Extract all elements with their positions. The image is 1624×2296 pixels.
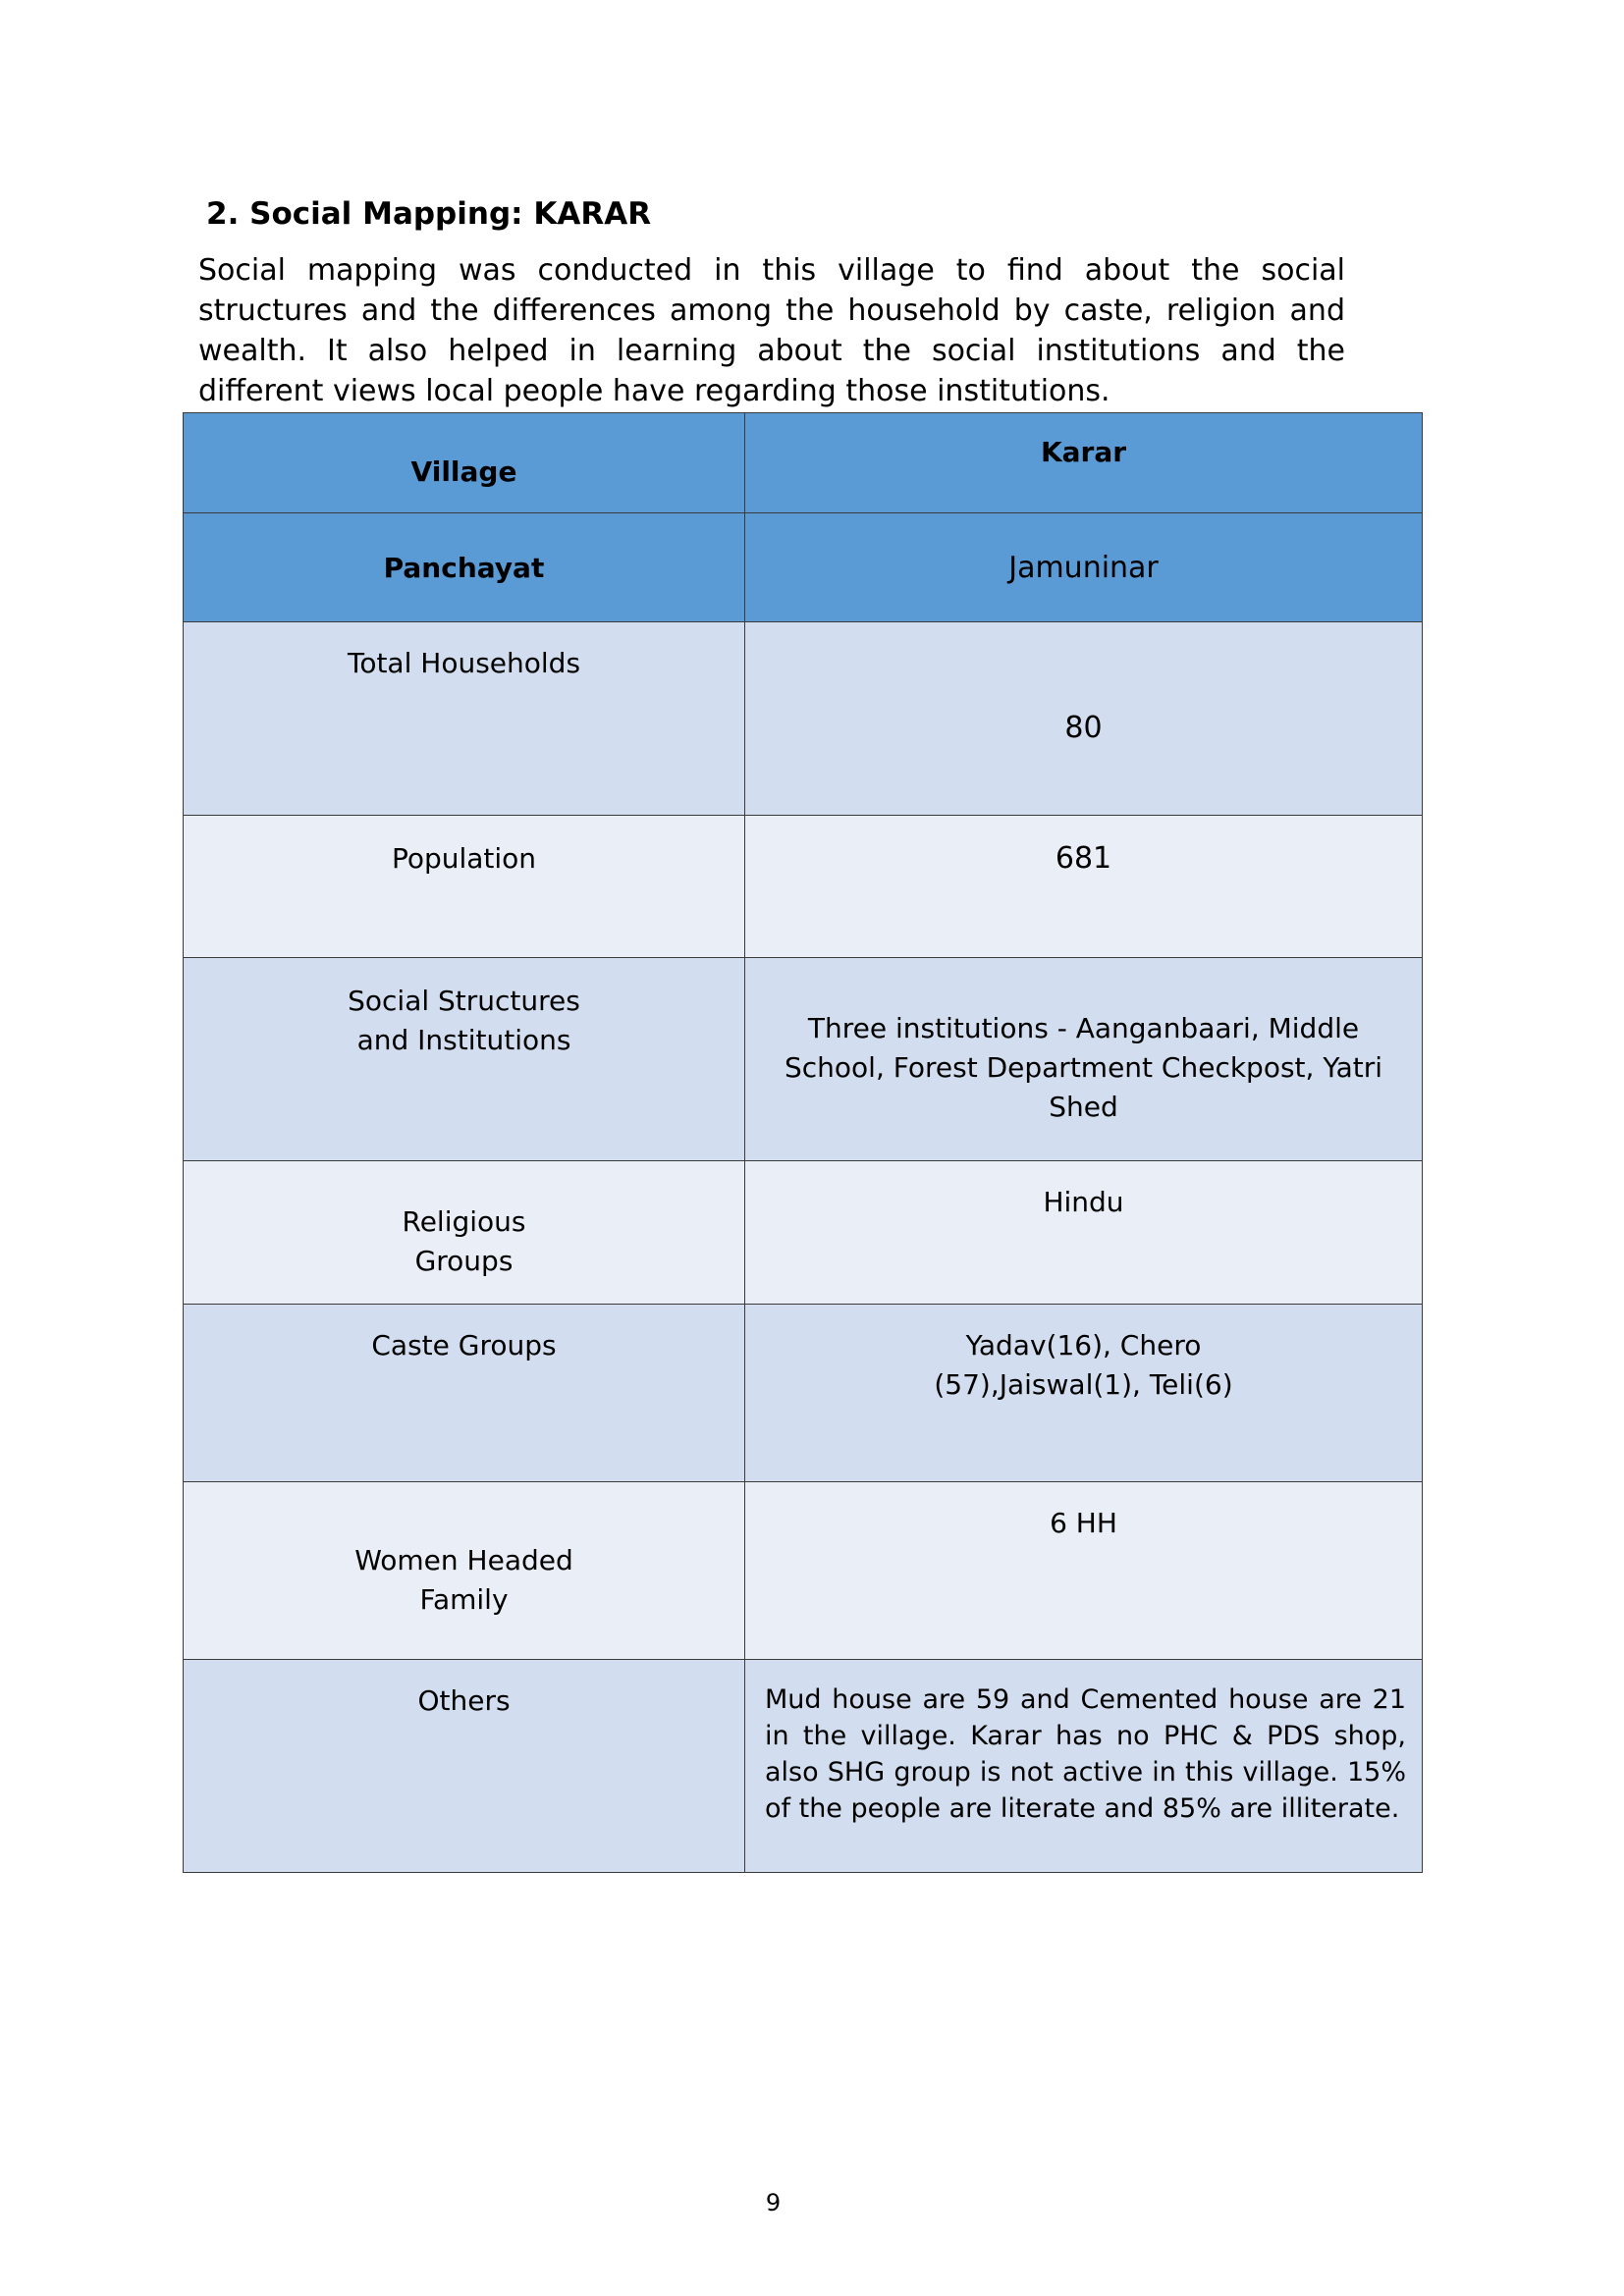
table-row (184, 958, 1423, 1161)
row-value-women-headed: 6 HH (745, 1482, 1423, 1660)
table-row (184, 622, 1423, 816)
row-value-panchayat: Jamuninar (745, 513, 1423, 622)
social-mapping-table (183, 412, 1423, 1873)
row-label-caste-groups: Caste Groups (184, 1305, 745, 1482)
row-value-total-households: 80 (745, 622, 1423, 816)
table-row (184, 1660, 1423, 1873)
row-label-village: Village (184, 413, 745, 513)
row-value-caste-groups: Yadav(16), Chero (57),Jaiswal(1), Teli(6) (745, 1305, 1423, 1482)
row-label-religious-groups: Religious Groups (184, 1161, 745, 1305)
table-row (184, 1161, 1423, 1305)
row-label-women-headed: Women Headed Family (184, 1482, 745, 1660)
row-label-social-structures: Social Structures and Institutions (184, 958, 745, 1161)
row-label-others: Others (184, 1660, 745, 1873)
row-value-social-structures: Three institutions - Aanganbaari, Middle School, Forest Department Checkpost, Yatri Shed (745, 958, 1423, 1161)
table-row (184, 413, 1423, 513)
table-row (184, 513, 1423, 622)
row-value-village: Karar (745, 413, 1423, 513)
intro-paragraph: Social mapping was conducted in this village to find about the social structures and the differences among the household by caste, religion and wealth. It also helped in learning about the social institutions and the different views local people have regarding those institutions. (198, 253, 1345, 408)
row-value-religious-groups: Hindu (745, 1161, 1423, 1305)
table-row (184, 1305, 1423, 1482)
row-value-others: Mud house are 59 and Cemented house are 21 in the village. Karar has no PHC & PDS shop, also SHG group is not active in this village. 15% of the people are literate and 85% are illiterate. (745, 1660, 1423, 1873)
row-label-population: Population (184, 816, 745, 958)
row-label-total-households: Total Households (184, 622, 745, 816)
section-heading: 2. Social Mapping: KARAR (206, 196, 652, 232)
table-row (184, 816, 1423, 958)
row-label-panchayat: Panchayat (184, 513, 745, 622)
row-value-population: 681 (745, 816, 1423, 958)
table-row (184, 1482, 1423, 1660)
page-number: 9 (765, 2189, 782, 2216)
